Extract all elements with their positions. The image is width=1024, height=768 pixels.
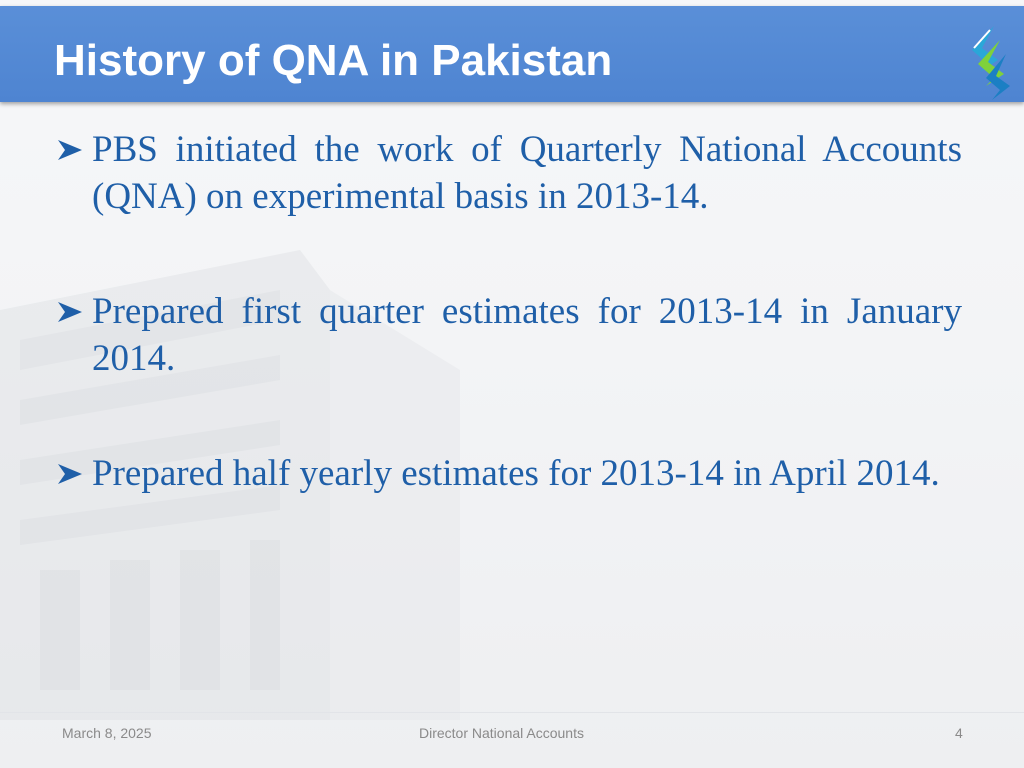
- pbs-logo-icon: [960, 20, 1024, 104]
- slide-title: History of QNA in Pakistan: [54, 36, 613, 85]
- bullet-list: [56, 126, 962, 497]
- arrow-bullet-icon: [56, 138, 84, 162]
- bullet-item: [56, 450, 962, 497]
- bullet-text: Prepared half yearly estimates for 2013-14 in April 2014.: [92, 453, 940, 494]
- footer-date: March 8, 2025: [62, 725, 152, 741]
- bullet-text: PBS initiated the work of Quarterly National Accounts (QNA) on experimental basis in 2013-14.: [92, 129, 962, 217]
- title-bar: [0, 6, 1024, 102]
- footer-divider: [0, 712, 1024, 713]
- bullet-item: [56, 288, 962, 382]
- bullet-item: [56, 126, 962, 220]
- arrow-bullet-icon: [56, 300, 84, 324]
- footer-center-text: Director National Accounts: [419, 725, 584, 741]
- arrow-bullet-icon: [56, 462, 84, 486]
- page-number: 4: [955, 725, 963, 741]
- bullet-text: Prepared first quarter estimates for 2013-14 in January 2014.: [92, 291, 962, 379]
